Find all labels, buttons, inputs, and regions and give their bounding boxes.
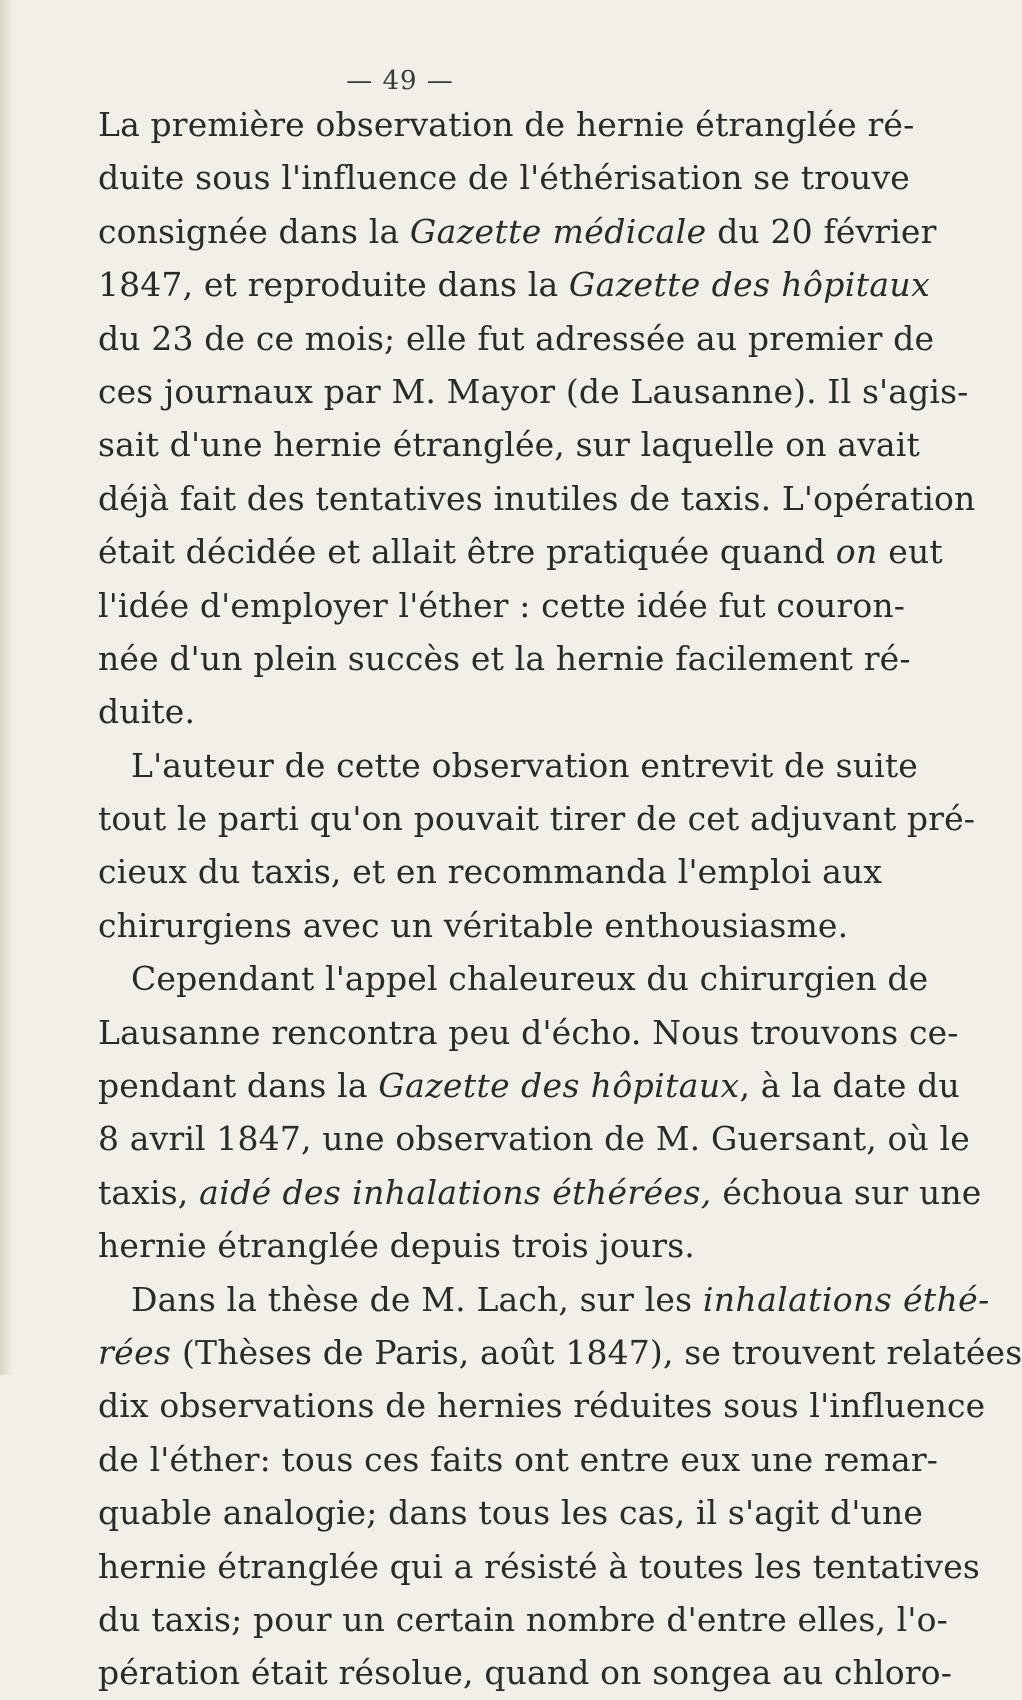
- italic-text-segment: Gazette des hôpitaux: [378, 1066, 740, 1106]
- text-line: [98, 205, 937, 258]
- italic-text-segment: aidé des inhalations éthérées,: [199, 1172, 712, 1212]
- text-line: [98, 685, 738, 738]
- text-segment: duite.: [98, 692, 196, 732]
- text-line: [98, 739, 918, 792]
- text-line: [98, 579, 906, 632]
- text-segment: du 23 de ce mois; elle fut adressée au premier de: [98, 318, 935, 358]
- body-text: [98, 98, 1022, 1700]
- text-line: [98, 98, 915, 151]
- text-segment: était décidée et allait être pratiquée quand: [98, 532, 836, 572]
- italic-text-segment: Gazette des hôpitaux: [568, 265, 931, 305]
- italic-text-segment: rées: [98, 1332, 172, 1372]
- text-segment: déjà fait des tentatives inutiles de taxis. L'opération: [98, 478, 976, 518]
- text-segment: L'auteur de cette observation entrevit de suite: [131, 745, 918, 785]
- text-line: [98, 1486, 924, 1539]
- text-segment: ces journaux par M. Mayor (de Lausanne). Il s'agis-: [98, 371, 969, 411]
- text-segment: tout le parti qu'on pouvait tirer de cet adjuvant pré-: [98, 799, 976, 839]
- text-segment: hernie étranglée depuis trois jours.: [98, 1226, 695, 1266]
- text-line: [98, 1540, 980, 1593]
- text-segment: du 20 février: [706, 211, 937, 251]
- text-segment: de l'éther: tous ces faits ont entre eux une remar-: [98, 1439, 939, 1479]
- text-line: [98, 1379, 986, 1432]
- text-line: [98, 899, 849, 952]
- text-segment: cieux du taxis, et en recommanda l'emploi aux: [98, 852, 883, 892]
- text-segment: sait d'une hernie étranglée, sur laquelle on avait: [98, 425, 920, 465]
- text-segment: Lausanne rencontra peu d'écho. Nous trouvons ce-: [98, 1012, 959, 1052]
- text-segment: quable analogie; dans tous les cas, il s'agit d'une: [98, 1493, 924, 1533]
- text-line: [98, 1006, 959, 1059]
- text-segment: (Thèses de Paris, août 1847), se trouvent relatées: [171, 1332, 1022, 1372]
- text-segment: consignée dans la: [98, 211, 410, 251]
- text-line: [98, 525, 943, 578]
- italic-text-segment: Gazette médicale: [409, 211, 707, 251]
- text-line: [98, 1219, 738, 1272]
- text-segment: 8 avril 1847, une observation de M. Guersant, où le: [98, 1119, 970, 1159]
- text-line: [98, 632, 911, 685]
- text-segment: Dans la thèse de M. Lach, sur les: [131, 1279, 703, 1319]
- text-line: [98, 1273, 990, 1326]
- text-line: [98, 312, 935, 365]
- text-segment: duite sous l'influence de l'éthérisation se trouve: [98, 158, 910, 198]
- italic-text-segment: inhalations éthé-: [702, 1279, 990, 1319]
- page-spine-shadow: [0, 0, 14, 1375]
- text-line: [98, 1593, 948, 1646]
- italic-text-segment: on: [835, 532, 878, 572]
- text-segment: 1847, et reproduite dans la: [98, 265, 569, 305]
- text-line: [98, 418, 920, 471]
- text-line: [98, 1646, 952, 1699]
- text-line: [98, 365, 969, 418]
- text-segment: La première observation de hernie étranglée ré-: [98, 105, 915, 144]
- text-line: [98, 792, 976, 845]
- text-segment: échoua sur une: [711, 1172, 982, 1212]
- text-segment: pération était résolue, quand on songea au chloro-: [98, 1653, 952, 1693]
- text-line: [98, 1326, 1022, 1379]
- text-segment: née d'un plein succès et la hernie facilement ré-: [98, 638, 911, 678]
- text-line: [98, 472, 976, 525]
- text-segment: du taxis; pour un certain nombre d'entre elles, l'o-: [98, 1599, 948, 1639]
- text-line: [98, 258, 931, 311]
- text-segment: Cependant l'appel chaleureux du chirurgien de: [131, 959, 929, 999]
- text-line: [98, 1112, 970, 1165]
- text-segment: chirurgiens avec un véritable enthousiasme.: [98, 905, 849, 945]
- page-number: — 49 —: [346, 66, 454, 96]
- text-line: [98, 151, 910, 204]
- text-segment: dix observations de hernies réduites sous l'influence: [98, 1386, 986, 1426]
- text-line: [98, 1433, 939, 1486]
- text-line: [98, 952, 929, 1005]
- text-line: [98, 1059, 960, 1112]
- text-segment: l'idée d'employer l'éther : cette idée fut couron-: [98, 585, 906, 625]
- text-segment: hernie étranglée qui a résisté à toutes les tentatives: [98, 1546, 980, 1586]
- text-line: [98, 845, 883, 898]
- text-segment: taxis,: [98, 1172, 200, 1212]
- text-segment: eut: [877, 532, 943, 572]
- text-line: [98, 1166, 982, 1219]
- text-segment: , à la date du: [739, 1066, 960, 1106]
- text-segment: pendant dans la: [98, 1066, 379, 1106]
